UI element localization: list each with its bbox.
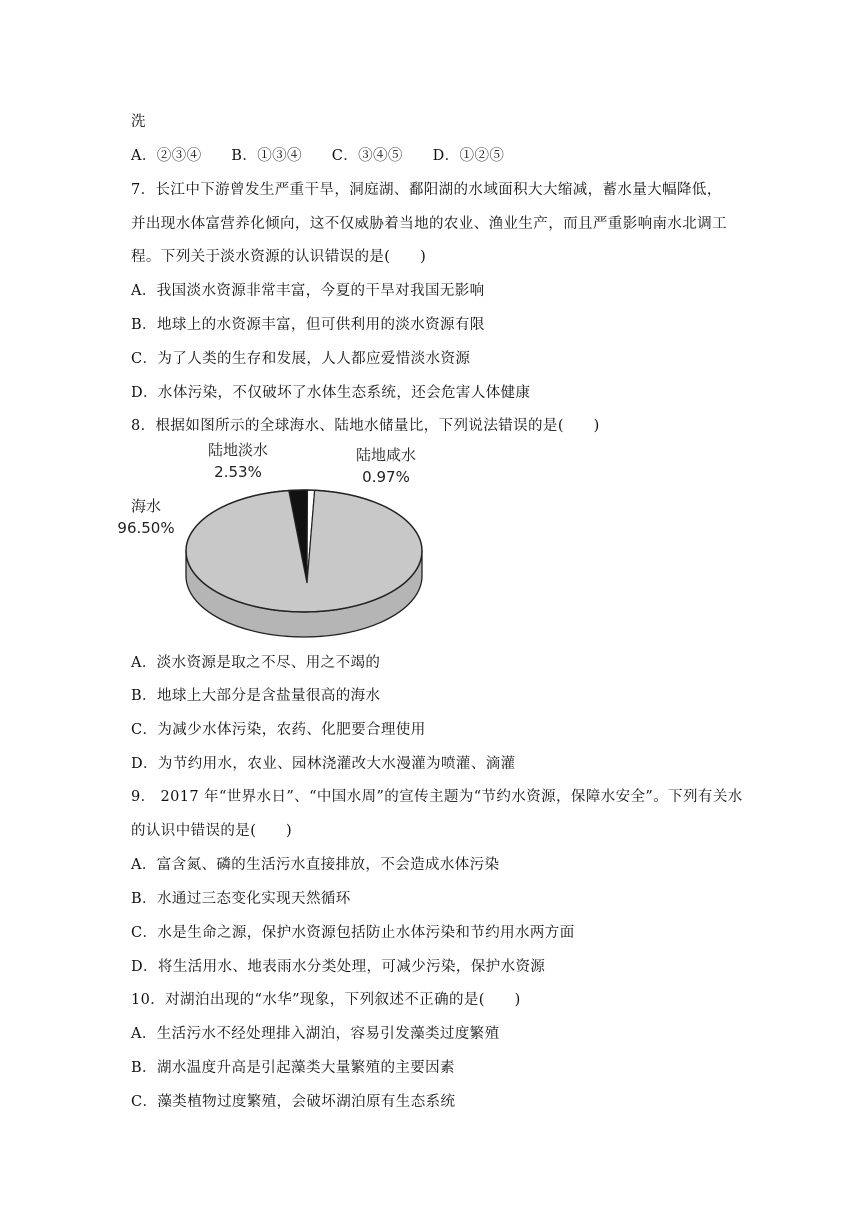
q9-option-d: D．将生活用水、地表雨水分类处理，可减少污染，保护水资源 bbox=[131, 959, 546, 975]
q10-option-b: B．湖水温度升高是引起藻类大量繁殖的主要因素 bbox=[131, 1060, 455, 1076]
label-seawater-value: 96.50% bbox=[117, 519, 175, 537]
q8-option-c: C．为减少水体污染，农药、化肥要合理使用 bbox=[131, 722, 426, 738]
q9-stem-line-2: 的认识中错误的是( ) bbox=[131, 823, 293, 839]
q8-stem: 8．根据如图所示的全球海水、陆地水储量比，下列说法错误的是( ) bbox=[131, 418, 600, 434]
q9-stem-line-1: 9． 2017 年“世界水日”、“中国水周”的宣传主题为“节约水资源，保障水安全”。下列有关水 bbox=[131, 789, 743, 805]
q9-option-c: C．水是生命之源，保护水资源包括防止水体污染和节约用水两方面 bbox=[131, 925, 575, 941]
q10-stem: 10．对湖泊出现的“水华”现象，下列叙述不正确的是( ) bbox=[131, 992, 521, 1008]
q7-option-b: B．地球上的水资源丰富，但可供利用的淡水资源有限 bbox=[131, 317, 485, 333]
q6-options: A．②③④ B．①③④ C．③④⑤ D．①②⑤ bbox=[131, 148, 505, 164]
q10-option-c: C．藻类植物过度繁殖，会破坏湖泊原有生态系统 bbox=[131, 1094, 456, 1110]
q7-stem-line-1: 7．长江中下游曾发生严重干旱，洞庭湖、鄱阳湖的水域面积大大缩减，蓄水量大幅降低， bbox=[131, 182, 722, 198]
label-fresh-water-value: 2.53% bbox=[214, 463, 262, 481]
q9-option-b: B．水通过三态变化实现天然循环 bbox=[131, 891, 351, 907]
q7-stem-line-2: 并出现水体富营养化倾向，这不仅威胁着当地的农业、渔业生产，而且严重影响南水北调工 bbox=[131, 216, 727, 232]
q8-option-b: B．地球上大部分是含盐量很高的海水 bbox=[131, 688, 381, 704]
q8-option-a: A．淡水资源是取之不尽、用之不竭的 bbox=[131, 655, 381, 671]
q7-option-a: A．我国淡水资源非常丰富，今夏的干旱对我国无影响 bbox=[131, 283, 485, 299]
label-seawater-name: 海水 bbox=[130, 497, 162, 515]
q9-option-a: A．富含氮、磷的生活污水直接排放，不会造成水体污染 bbox=[131, 857, 500, 873]
q10-option-a: A．生活污水不经处理排入湖泊，容易引发藻类过度繁殖 bbox=[131, 1026, 500, 1042]
q8-option-d: D．为节约用水，农业、园林浇灌改大水漫灌为喷灌、滴灌 bbox=[131, 756, 516, 772]
label-fresh-water-name: 陆地淡水 bbox=[207, 441, 269, 459]
label-salt-water-name: 陆地咸水 bbox=[355, 446, 417, 464]
q7-stem-line-3: 程。下列关于淡水资源的认识错误的是( ) bbox=[131, 249, 427, 265]
water-pie-chart bbox=[117, 436, 440, 648]
label-salt-water-value: 0.97% bbox=[362, 468, 410, 486]
q7-option-d: D．水体污染，不仅破坏了水体生态系统，还会危害人体健康 bbox=[131, 385, 531, 401]
q6-continuation: 洗 bbox=[131, 114, 146, 130]
q7-option-c: C．为了人类的生存和发展，人人都应爱惜淡水资源 bbox=[131, 351, 471, 367]
